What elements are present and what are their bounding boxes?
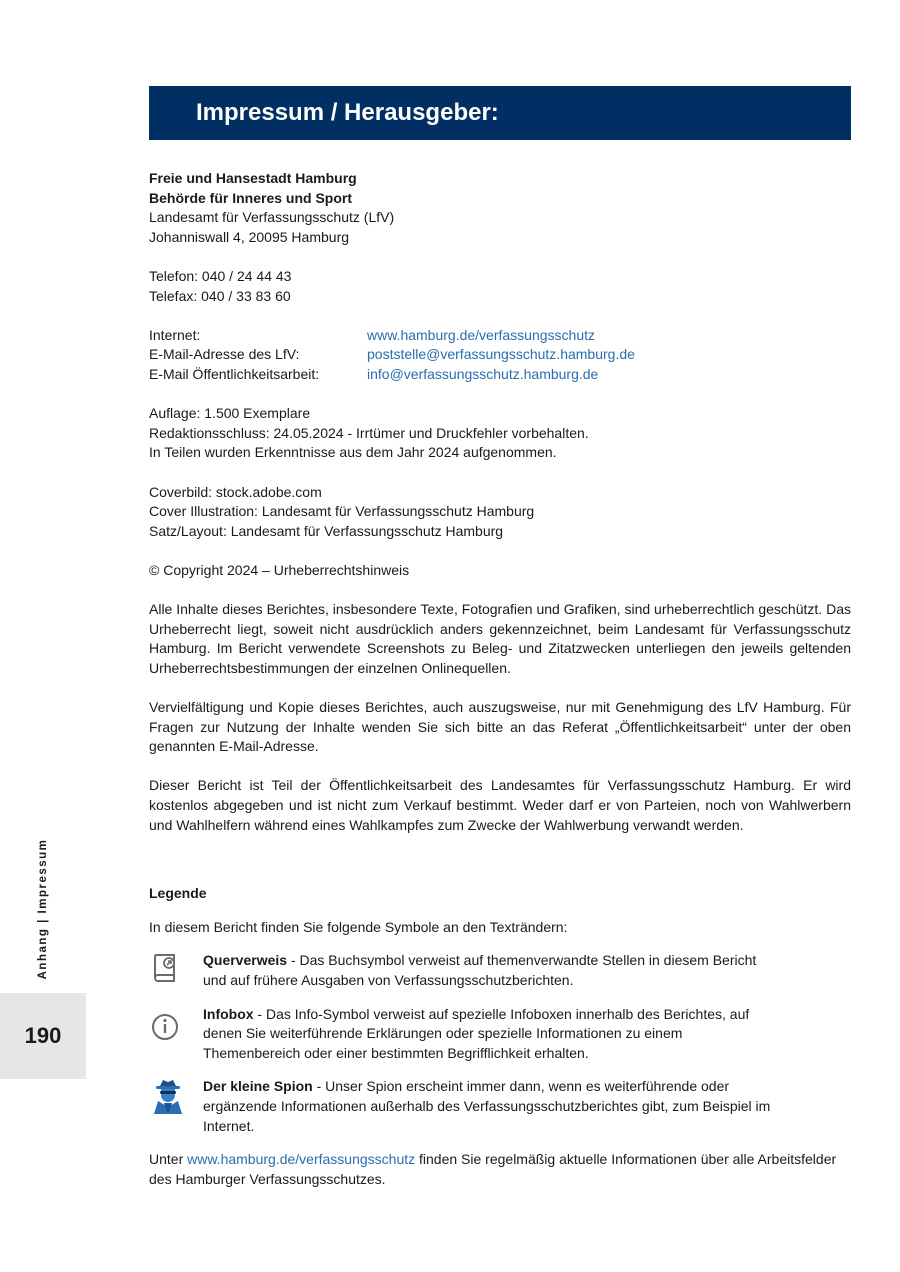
closing-prefix: Unter xyxy=(149,1151,188,1168)
legend-intro: In diesem Bericht finden Sie folgende Symbole an den Texträndern: xyxy=(149,918,568,935)
section-label-text: Anhang | Impressum xyxy=(37,838,50,980)
contact-row-press-email xyxy=(149,365,851,385)
authority-name: Behörde für Inneres und Sport xyxy=(149,189,353,206)
legend-text xyxy=(203,1005,851,1064)
closing-paragraph xyxy=(149,1150,851,1189)
cover-illustration-credit: Cover Illustration: Landesamt für Verfassungsschutz Hamburg xyxy=(149,503,535,520)
contact-label: E-Mail Öffentlichkeitsarbeit: xyxy=(149,365,320,382)
cover-image-credit: Coverbild: stock.adobe.com xyxy=(149,483,322,500)
email-link-public-relations[interactable]: info@verfassungsschutz.hamburg.de xyxy=(367,365,599,382)
page-title: Impressum / Herausgeber: xyxy=(196,99,499,127)
reproduction-paragraph: Vervielfältigung und Kopie dieses Berichtes, auch auszugsweise, nur mit Genehmigung des LfV Hamburg. Für Fragen zur Nutzung der Inhalte wenden Sie sich bitte an das Referat „Öffentlichkeitsarbeit“ unter der oben genannten E-Mail-Adresse. xyxy=(149,699,851,755)
legend-text xyxy=(203,1077,851,1136)
layout-credit: Satz/Layout: Landesamt für Verfassungsschutz Hamburg xyxy=(149,522,504,539)
address-block xyxy=(149,169,851,247)
website-link[interactable]: www.hamburg.de/verfassungsschutz xyxy=(187,1151,416,1168)
copyright-paragraph: Alle Inhalte dieses Berichtes, insbesondere Texte, Fotografien und Grafiken, sind urheberrechtlich geschützt. Das Urheberrecht liegt, soweit nicht ausdrücklich anders gekennzeichnet, beim Landesamt für Verfassungsschutz Hamburg. Im Bericht verwendete Screenshots zu Beleg- und Zitatzwecken unterliegen den jeweils geltenden Urheberrechtsbestimmungen der einzelnen Onlinequellen. xyxy=(149,601,851,676)
closing-suffix: finden Sie regelmäßig aktuelle Informationen über alle Arbeitsfelder des Hamburger Verfassungsschutzes. xyxy=(149,1151,837,1187)
contact-row-internet xyxy=(149,326,851,346)
info-icon xyxy=(149,1005,203,1064)
legend-term: Der kleine Spion xyxy=(203,1078,313,1095)
contact-row-email xyxy=(149,345,851,365)
office-name: Landesamt für Verfassungsschutz (LfV) xyxy=(149,209,395,226)
book-icon xyxy=(149,951,203,990)
fax-number: Telefax: 040 / 33 83 60 xyxy=(149,287,291,304)
contact-block xyxy=(149,326,851,385)
legend-item xyxy=(149,1077,851,1136)
page-number: 190 xyxy=(24,1023,62,1049)
phone-block xyxy=(149,267,851,306)
contact-label: Internet: xyxy=(149,326,201,343)
phone-number: Telefon: 040 / 24 44 43 xyxy=(149,267,292,284)
legend-item xyxy=(149,951,851,990)
legend-text xyxy=(203,951,851,990)
credits-block xyxy=(149,483,851,542)
legend-title: Legende xyxy=(149,885,207,902)
contact-label: E-Mail-Adresse des LfV: xyxy=(149,346,300,363)
email-link-lfv[interactable]: poststelle@verfassungsschutz.hamburg.de xyxy=(367,346,635,363)
section-side-label xyxy=(36,840,52,978)
legend-term: Querverweis xyxy=(203,952,288,969)
street-address: Johanniswall 4, 20095 Hamburg xyxy=(149,228,350,245)
page-number-box xyxy=(0,993,86,1079)
org-name: Freie und Hansestadt Hamburg xyxy=(149,170,357,186)
legend-description: - Das Info-Symbol verweist auf spezielle Infoboxen innerhalb des Berichtes, auf denen Sie weiterführende Erklärungen oder spezielle Informationen zu einem Themenbereich oder einer bestimmten Begrifflichkeit erhalten. xyxy=(203,1005,750,1061)
page-header xyxy=(149,86,851,140)
print-run: Auflage: 1.500 Exemplare xyxy=(149,405,311,422)
distribution-paragraph: Dieser Bericht ist Teil der Öffentlichkeitsarbeit des Landesamtes für Verfassungsschutz Hamburg. Er wird kostenlos abgegeben und ist nicht zum Verkauf bestimmt. Weder darf er von Parteien, noch von Wahlwerbern und Wahlhelfern während eines Wahlkampfes zum Zwecke der Wahlwerbung verwandt werden. xyxy=(149,777,851,833)
edition-block xyxy=(149,404,851,463)
editorial-deadline: Redaktionsschluss: 24.05.2024 - Irrtümer und Druckfehler vorbehalten. xyxy=(149,424,589,441)
legend-description: - Das Buchsymbol verweist auf themenverwandte Stellen in diesem Bericht und auf frühere Ausgaben von Verfassungsschutzberichten. xyxy=(203,952,757,988)
edition-note: In Teilen wurden Erkenntnisse aus dem Jahr 2024 aufgenommen. xyxy=(149,444,557,461)
website-link[interactable]: www.hamburg.de/verfassungsschutz xyxy=(367,326,595,343)
imprint-content xyxy=(149,169,851,1189)
copyright-heading: © Copyright 2024 – Urheberrechtshinweis xyxy=(149,561,410,578)
spy-icon xyxy=(149,1077,203,1136)
legend-term: Infobox xyxy=(203,1005,254,1022)
legend-description: - Unser Spion erscheint immer dann, wenn es weiterführende oder ergänzende Informationen außerhalb des Verfassungsschutzberichtes gibt, zum Beispiel im Internet. xyxy=(203,1078,771,1134)
legend-item xyxy=(149,1005,851,1064)
